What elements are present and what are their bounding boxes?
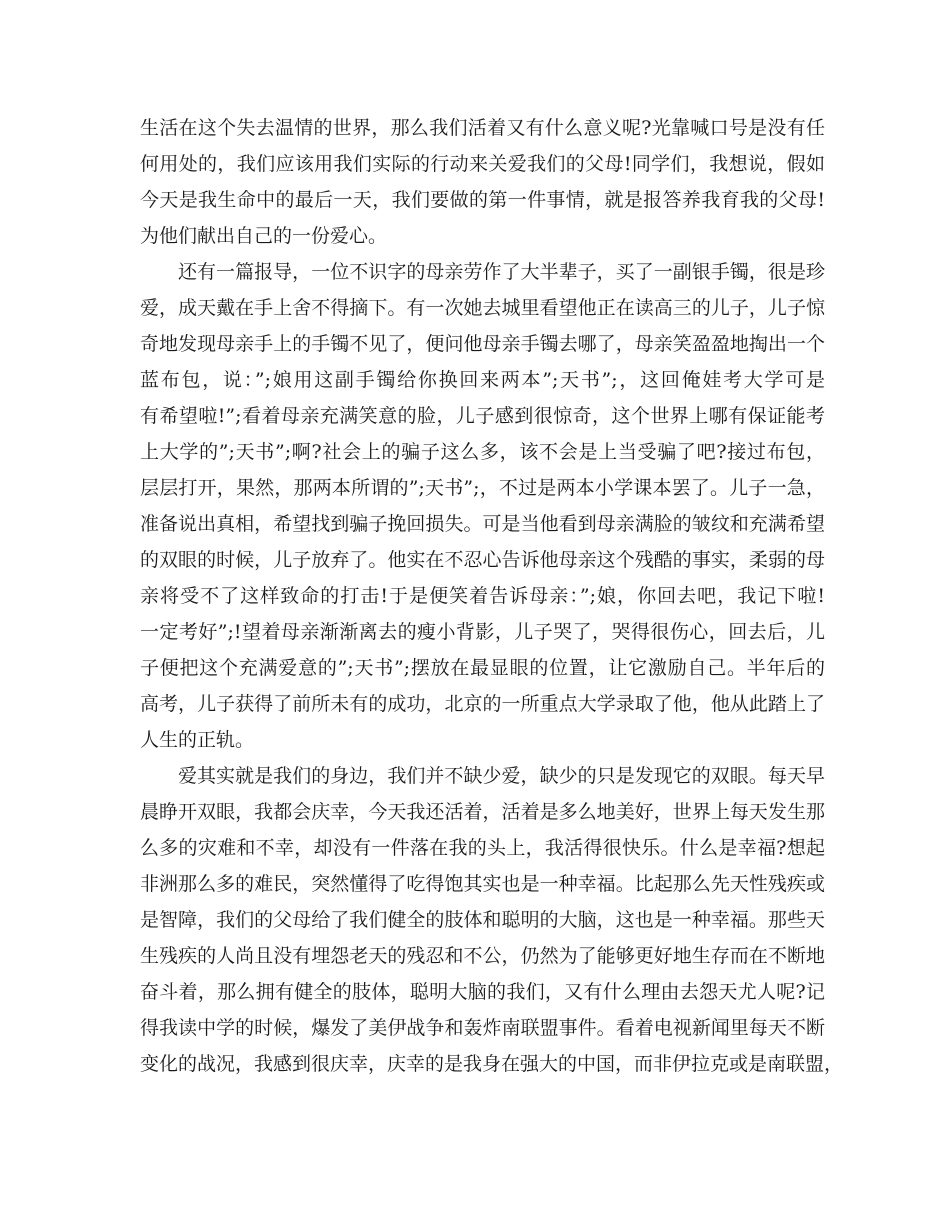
text-line: 人生的正轨。 bbox=[140, 729, 255, 751]
text-line: 准备说出真相，希望找到骗子挽回损失。可是当他看到母亲满脸的皱纹和充满希望 bbox=[140, 513, 825, 535]
text-line: 为他们献出自己的一份爱心。 bbox=[140, 225, 388, 247]
text-line: 层层打开，果然，那两本所谓的”;天书”;，不过是两本小学课本罢了。儿子一急， bbox=[140, 477, 825, 499]
text-line: 晨睁开双眼，我都会庆幸，今天我还活着，活着是多么地美好，世界上每天发生那 bbox=[140, 801, 825, 823]
document-body bbox=[140, 110, 844, 1082]
text-line: 还有一篇报导，一位不识字的母亲劳作了大半辈子，买了一副银手镯，很是珍 bbox=[178, 261, 825, 283]
text-line: 是智障，我们的父母给了我们健全的肢体和聪明的大脑，这也是一种幸福。那些天 bbox=[140, 909, 825, 931]
text-line: 爱，成天戴在手上舍不得摘下。有一次她去城里看望他正在读高三的儿子，儿子惊 bbox=[140, 297, 825, 319]
text-line: 蓝布包，说：”;娘用这副手镯给你换回来两本”;天书”;，这回俺娃考大学可是 bbox=[140, 369, 825, 391]
text-line: 爱其实就是我们的身边，我们并不缺少爱，缺少的只是发现它的双眼。每天早 bbox=[178, 765, 825, 787]
text-line: 一定考好”;!望着母亲渐渐离去的瘦小背影，儿子哭了，哭得很伤心，回去后，儿 bbox=[140, 621, 825, 643]
text-line: 得我读中学的时候，爆发了美伊战争和轰炸南联盟事件。看着电视新闻里每天不断 bbox=[140, 1017, 825, 1039]
paragraph bbox=[140, 254, 825, 758]
text-line: 么多的灾难和不幸，却没有一件落在我的头上，我活得很快乐。什么是幸福?想起 bbox=[140, 837, 825, 859]
text-line: 生活在这个失去温情的世界，那么我们活着又有什么意义呢?光靠喊口号是没有任 bbox=[140, 117, 825, 139]
text-line: 高考，儿子获得了前所未有的成功，北京的一所重点大学录取了他，他从此踏上了 bbox=[140, 693, 825, 715]
text-line: 变化的战况，我感到很庆幸，庆幸的是我身在强大的中国，而非伊拉克或是南联盟， bbox=[140, 1053, 844, 1075]
text-line: 奋斗着，那么拥有健全的肢体，聪明大脑的我们，又有什么理由去怨天尤人呢?记 bbox=[140, 981, 825, 1003]
text-line: 有希望啦!”;看着母亲充满笑意的脸，儿子感到很惊奇，这个世界上哪有保证能考 bbox=[140, 405, 825, 427]
paragraph bbox=[140, 110, 825, 254]
text-line: 非洲那么多的难民，突然懂得了吃得饱其实也是一种幸福。比起那么先天性残疾或 bbox=[140, 873, 825, 895]
text-line: 生残疾的人尚且没有埋怨老天的残忍和不公，仍然为了能够更好地生存而在不断地 bbox=[140, 945, 825, 967]
text-line: 的双眼的时候，儿子放弃了。他实在不忍心告诉他母亲这个残酷的事实，柔弱的母 bbox=[140, 549, 825, 571]
text-line: 亲将受不了这样致命的打击!于是便笑着告诉母亲：”;娘，你回去吧，我记下啦! bbox=[140, 585, 825, 607]
text-line: 奇地发现母亲手上的手镯不见了，便问他母亲手镯去哪了，母亲笑盈盈地掏出一个 bbox=[140, 333, 825, 355]
text-line: 何用处的，我们应该用我们实际的行动来关爱我们的父母!同学们，我想说，假如 bbox=[140, 153, 825, 175]
text-line: 上大学的”;天书”;啊?社会上的骗子这么多，该不会是上当受骗了吧?接过布包， bbox=[140, 441, 825, 463]
text-line: 子便把这个充满爱意的”;天书”;摆放在最显眼的位置，让它激励自己。半年后的 bbox=[140, 657, 825, 679]
text-line: 今天是我生命中的最后一天，我们要做的第一件事情，就是报答养我育我的父母! bbox=[140, 189, 825, 211]
paragraph bbox=[140, 758, 844, 1082]
